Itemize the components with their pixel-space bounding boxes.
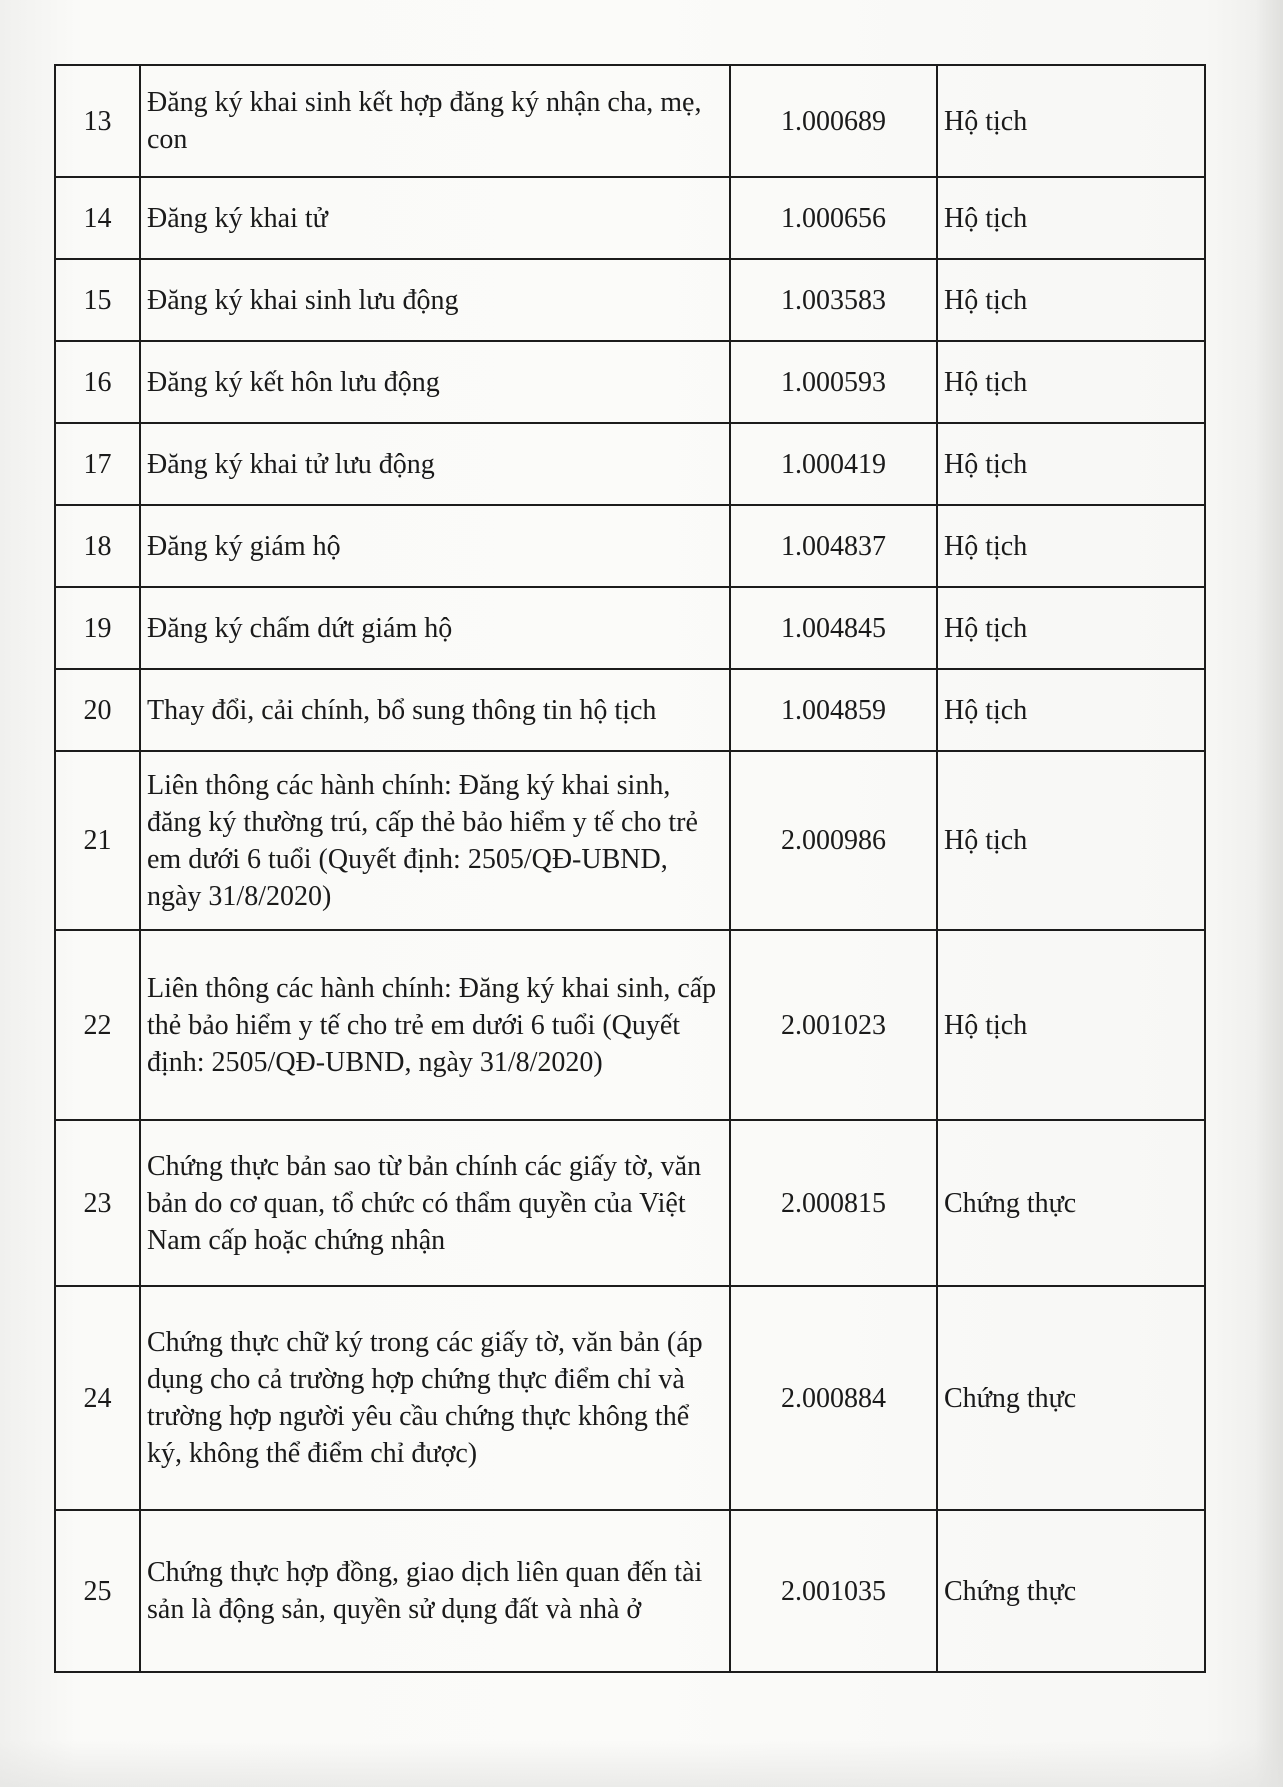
procedure-name: Chứng thực hợp đồng, giao dịch liên quan đến tài sản là động sản, quyền sử dụng đất và nhà ở: [140, 1510, 730, 1672]
procedure-name: Đăng ký khai tử lưu động: [140, 423, 730, 505]
procedure-field: Chứng thực: [937, 1510, 1205, 1672]
row-number: 15: [55, 259, 140, 341]
row-number: 22: [55, 930, 140, 1120]
table-row: [55, 259, 1205, 341]
procedure-field: Hộ tịch: [937, 341, 1205, 423]
row-number: 16: [55, 341, 140, 423]
procedure-code: 1.004859: [730, 669, 937, 751]
procedure-code: 1.000656: [730, 177, 937, 259]
procedure-name: Đăng ký khai sinh kết hợp đăng ký nhận cha, mẹ, con: [140, 65, 730, 177]
table-row: [55, 65, 1205, 177]
procedure-field: Hộ tịch: [937, 587, 1205, 669]
procedure-field: Hộ tịch: [937, 751, 1205, 930]
procedure-code: 2.000884: [730, 1286, 937, 1510]
row-number: 25: [55, 1510, 140, 1672]
row-number: 19: [55, 587, 140, 669]
procedure-name: Đăng ký giám hộ: [140, 505, 730, 587]
procedure-code: 1.004845: [730, 587, 937, 669]
procedure-field: Hộ tịch: [937, 259, 1205, 341]
procedure-code: 1.000689: [730, 65, 937, 177]
page-bottom-shadow: [0, 1740, 1283, 1787]
procedure-name: Chứng thực bản sao từ bản chính các giấy tờ, văn bản do cơ quan, tổ chức có thẩm quyền của Việt Nam cấp hoặc chứng nhận: [140, 1120, 730, 1286]
procedure-name: Thay đổi, cải chính, bổ sung thông tin hộ tịch: [140, 669, 730, 751]
table-row: [55, 587, 1205, 669]
row-number: 24: [55, 1286, 140, 1510]
procedure-code: 1.004837: [730, 505, 937, 587]
procedure-name: Đăng ký kết hôn lưu động: [140, 341, 730, 423]
procedure-code: 2.000815: [730, 1120, 937, 1286]
procedure-code: 2.000986: [730, 751, 937, 930]
table-row: [55, 423, 1205, 505]
procedure-code: 1.000419: [730, 423, 937, 505]
row-number: 13: [55, 65, 140, 177]
table-row: [55, 930, 1205, 1120]
procedure-code: 2.001023: [730, 930, 937, 1120]
row-number: 17: [55, 423, 140, 505]
table-row: [55, 177, 1205, 259]
table-row: [55, 1286, 1205, 1510]
row-number: 20: [55, 669, 140, 751]
table-row: [55, 1510, 1205, 1672]
row-number: 23: [55, 1120, 140, 1286]
procedure-name: Chứng thực chữ ký trong các giấy tờ, văn bản (áp dụng cho cả trường hợp chứng thực điểm chỉ và trường hợp người yêu cầu chứng thực không thể ký, không thể điểm chỉ được): [140, 1286, 730, 1510]
procedure-code: 1.003583: [730, 259, 937, 341]
row-number: 21: [55, 751, 140, 930]
procedure-field: Hộ tịch: [937, 505, 1205, 587]
procedure-field: Hộ tịch: [937, 65, 1205, 177]
procedure-name: Đăng ký khai sinh lưu động: [140, 259, 730, 341]
procedure-field: Chứng thực: [937, 1120, 1205, 1286]
procedure-field: Hộ tịch: [937, 177, 1205, 259]
procedure-name: Liên thông các hành chính: Đăng ký khai sinh, cấp thẻ bảo hiểm y tế cho trẻ em dưới 6 tuổi (Quyết định: 2505/QĐ-UBND, ngày 31/8/2020): [140, 930, 730, 1120]
table-row: [55, 751, 1205, 930]
row-number: 14: [55, 177, 140, 259]
procedure-name: Đăng ký khai tử: [140, 177, 730, 259]
row-number: 18: [55, 505, 140, 587]
procedure-code: 2.001035: [730, 1510, 937, 1672]
procedure-code: 1.000593: [730, 341, 937, 423]
procedure-field: Chứng thực: [937, 1286, 1205, 1510]
table-row: [55, 505, 1205, 587]
procedure-name: Đăng ký chấm dứt giám hộ: [140, 587, 730, 669]
table-row: [55, 341, 1205, 423]
page-edge-shadow: [1255, 0, 1283, 1787]
procedures-table-container: [54, 64, 1204, 1673]
procedure-field: Hộ tịch: [937, 423, 1205, 505]
procedure-name: Liên thông các hành chính: Đăng ký khai sinh, đăng ký thường trú, cấp thẻ bảo hiểm y tế cho trẻ em dưới 6 tuổi (Quyết định: 2505/QĐ-UBND, ngày 31/8/2020): [140, 751, 730, 930]
procedure-field: Hộ tịch: [937, 669, 1205, 751]
procedure-field: Hộ tịch: [937, 930, 1205, 1120]
table-row: [55, 669, 1205, 751]
table-row: [55, 1120, 1205, 1286]
procedures-table: [54, 64, 1206, 1673]
